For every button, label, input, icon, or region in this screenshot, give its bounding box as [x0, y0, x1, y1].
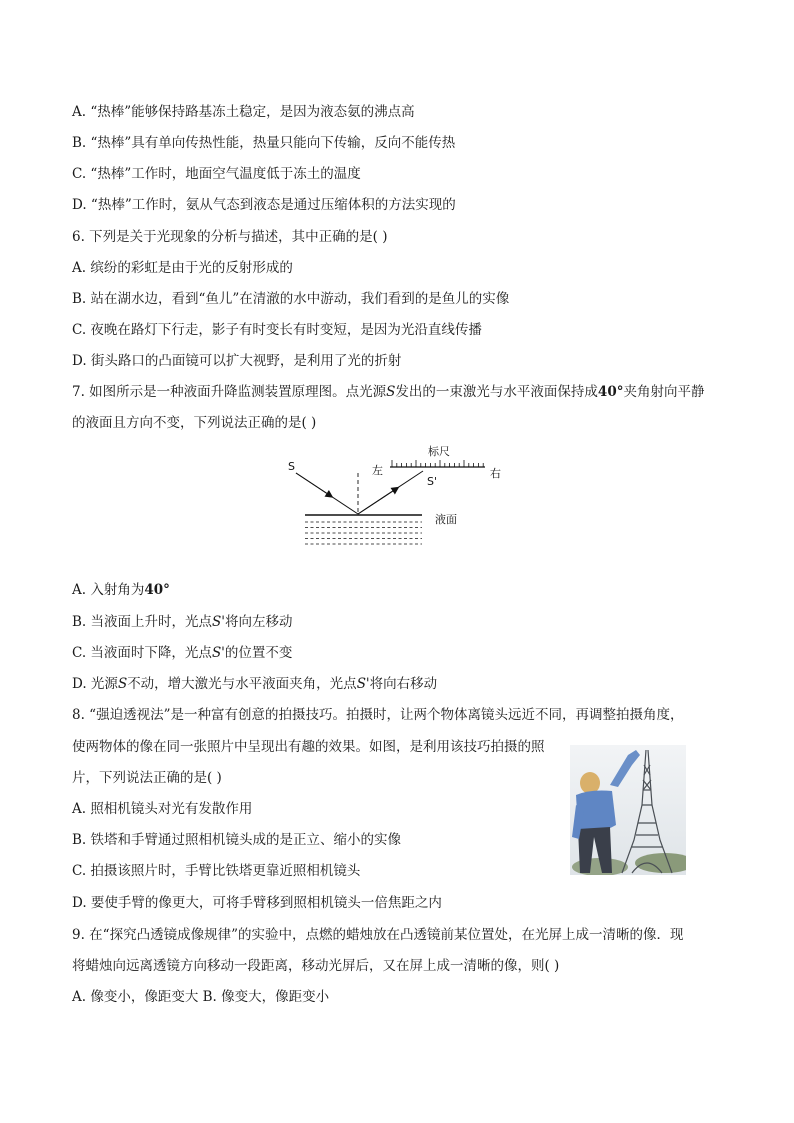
liquid-surface-label: 液面	[435, 513, 457, 526]
q8-stem-line3: 片，下列说法正确的是( )	[72, 770, 222, 786]
q7-b-text-end: 将向左移动	[224, 614, 293, 630]
q7-stem-part2: 发出的一束激光与水平液面保持成	[395, 384, 598, 400]
q8-option-b: B. 铁塔和手臂通过照相机镜头成的是正立、缩小的实像	[72, 832, 402, 848]
q5-option-c: C. “热棒”工作时，地面空气温度低于冻土的温度	[72, 166, 361, 182]
q7-stem-angle: 40°	[597, 384, 624, 400]
q7-a-angle: 40°	[144, 582, 170, 598]
q7-stem-part1: 7. 如图所示是一种液面升降监测装置原理图。点光源	[72, 384, 387, 400]
q7-d-text-end: 将向右移动	[369, 676, 438, 692]
q6-option-a: A. 缤纷的彩虹是由于光的反射形成的	[72, 260, 293, 276]
q7-b-text: B. 当液面上升时，光点	[72, 614, 213, 630]
q6-option-d: D. 街头路口的凸面镜可以扩大视野，是利用了光的折射	[72, 353, 402, 369]
q7-a-text: A. 入射角为	[72, 582, 145, 598]
q7-c-text-end: 的位置不变	[224, 645, 293, 661]
q7-option-b	[72, 612, 292, 632]
spot-s-prime-label: S'	[427, 475, 438, 488]
ruler-ticks	[392, 460, 483, 467]
liquid-level-diagram	[280, 440, 520, 550]
q6-option-c: C. 夜晚在路灯下行走，影子有时变长有时变短，是因为光沿直线传播	[72, 322, 482, 338]
q7-option-d	[72, 674, 437, 694]
q9-stem-line2: 将蜡烛向远离透镜方向移动一段距离，移动光屏后，又在屏上成一清晰的像，则( )	[72, 958, 560, 974]
q8-option-d: D. 要使手臂的像更大，可将手臂移到照相机镜头一倍焦距之内	[72, 895, 442, 911]
q7-b-symbol: S'	[212, 614, 225, 630]
incident-ray-arrow	[296, 473, 330, 496]
q5-option-a: A. “热棒”能够保持路基冻土稳定，是因为液态氨的沸点高	[72, 104, 415, 120]
q8-option-c: C. 拍摄该照片时，手臂比铁塔更靠近照相机镜头	[72, 863, 361, 879]
liquid-body	[305, 522, 422, 544]
q5-option-b: B. “热棒”具有单向传热性能，热量只能向下传输，反向不能传热	[72, 135, 456, 151]
q7-d-text: D. 光源	[72, 676, 118, 692]
right-label: 右	[490, 467, 501, 480]
ruler-label: 标尺	[428, 445, 450, 458]
forced-perspective-photo	[570, 745, 686, 875]
q5-option-d: D. “热棒”工作时，氨从气态到液态是通过压缩体积的方法实现的	[72, 197, 456, 213]
q7-option-c	[72, 643, 292, 663]
q9-options-ab: A. 像变小，像距变大 B. 像变大，像距变小	[72, 989, 330, 1005]
q7-option-a	[72, 580, 170, 600]
q7-stem-line1	[72, 382, 704, 402]
q7-c-text: C. 当液面时下降，光点	[72, 645, 212, 661]
q7-stem-line2: 的液面且方向不变，下列说法正确的是( )	[72, 415, 317, 431]
q8-option-a: A. 照相机镜头对光有发散作用	[72, 801, 253, 817]
q7-stem-part3: 夹角射向平静	[623, 384, 705, 400]
q7-d-symbol-sp: S'	[356, 676, 370, 692]
q7-stem-source: S	[386, 384, 396, 400]
left-label: 左	[372, 464, 383, 477]
q7-c-symbol: S'	[211, 645, 225, 661]
q6-stem: 6. 下列是关于光现象的分析与描述，其中正确的是( )	[72, 229, 388, 245]
q7-d-text-mid: 不动，增大激光与水平液面夹角，光点	[127, 676, 357, 692]
reflected-ray-arrow	[358, 489, 396, 514]
q6-option-b: B. 站在湖水边，看到“鱼儿”在清澈的水中游动，我们看到的是鱼儿的实像	[72, 291, 510, 307]
q9-stem-line1: 9. 在“探究凸透镜成像规律”的实验中，点燃的蜡烛放在凸透镜前某位置处，在光屏上成一清晰的像．现	[72, 927, 684, 943]
q8-stem-line1: 8. “强迫透视法”是一种富有创意的拍摄技巧。拍摄时，让两个物体离镜头远近不同，再调整拍摄角度，	[72, 707, 684, 723]
source-s-label: S	[288, 460, 295, 473]
q8-stem-line2: 使两物体的像在同一张照片中呈现出有趣的效果。如图，是利用该技巧拍摄的照	[72, 739, 545, 755]
q7-d-symbol-s: S	[117, 676, 128, 692]
